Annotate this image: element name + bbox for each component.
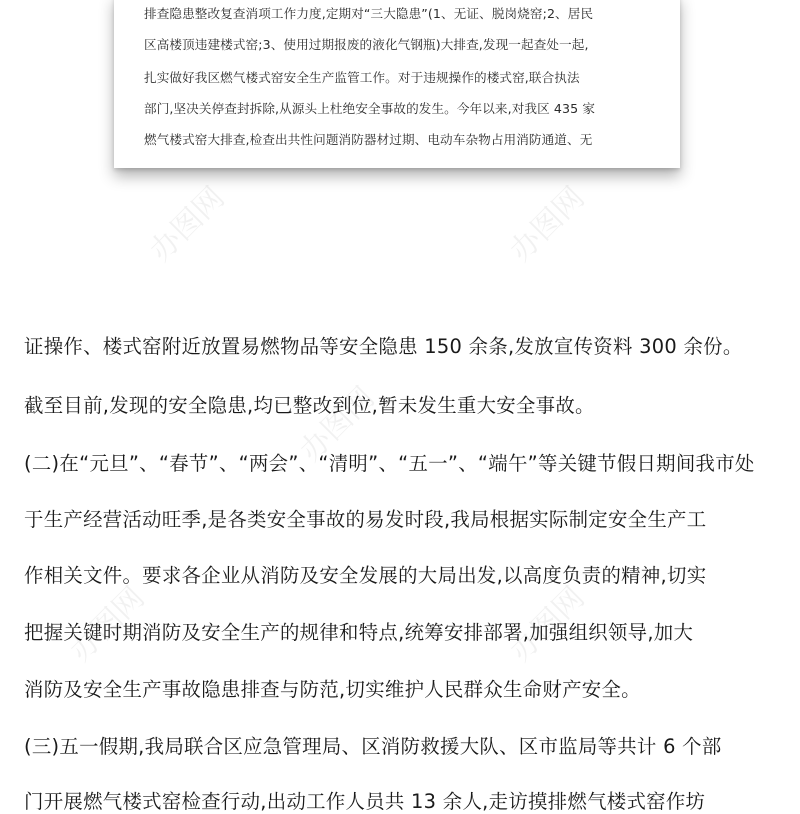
watermark: 办图网: [503, 580, 592, 669]
preview-line-1: 排查隐患整改复查消项工作力度,定期对“三大隐患”(1、无证、脱岗烧窑;2、居民: [144, 6, 594, 21]
watermark: 办图网: [63, 580, 152, 669]
watermark: 办图网: [503, 180, 592, 269]
preview-line-3: 扎实做好我区燃气楼式窑安全生产监管工作。对于违规操作的楼式窑,联合执法: [144, 70, 580, 85]
preview-line-4: 部门,坚决关停查封拆除,从源头上杜绝安全事故的发生。今年以来,对我区 435 家: [144, 101, 596, 116]
preview-line-2: 区高楼顶违建楼式窑;3、使用过期报废的液化气钢瓶)大排查,发现一起查处一起,: [144, 37, 589, 52]
body-line-3: (二)在“元旦”、“春节”、“两会”、“清明”、“五一”、“端午”等关键节假日期间我市处: [24, 452, 755, 475]
body-line-5: 作相关文件。要求各企业从消防及安全发展的大局出发,以高度负责的精神,切实: [24, 564, 707, 587]
body-line-7: 消防及安全生产事故隐患排查与防范,切实维护人民群众生命财产安全。: [24, 678, 641, 701]
document-preview-card: [114, 0, 680, 168]
body-line-8: (三)五一假期,我局联合区应急管理局、区消防救援大队、区市监局等共计 6 个部: [24, 735, 722, 758]
body-line-6: 把握关键时期消防及安全生产的规律和特点,统筹安排部署,加强组织领导,加大: [24, 621, 694, 644]
body-line-9: 门开展燃气楼式窑检查行动,出动工作人员共 13 余人,走访摸排燃气楼式窑作坊: [24, 790, 706, 813]
body-line-4: 于生产经营活动旺季,是各类安全事故的易发时段,我局根据实际制定安全生产工: [24, 508, 707, 531]
watermark: 办图网: [293, 380, 382, 469]
preview-line-5: 燃气楼式窑大排查,检查出共性问题消防器材过期、电动车杂物占用消防通道、无: [144, 132, 593, 147]
body-line-2: 截至目前,发现的安全隐患,均已整改到位,暂未发生重大安全事故。: [24, 394, 595, 417]
body-line-1: 证操作、楼式窑附近放置易燃物品等安全隐患 150 余条,发放宣传资料 300 余份。: [24, 335, 743, 358]
watermark: 办图网: [143, 180, 232, 269]
